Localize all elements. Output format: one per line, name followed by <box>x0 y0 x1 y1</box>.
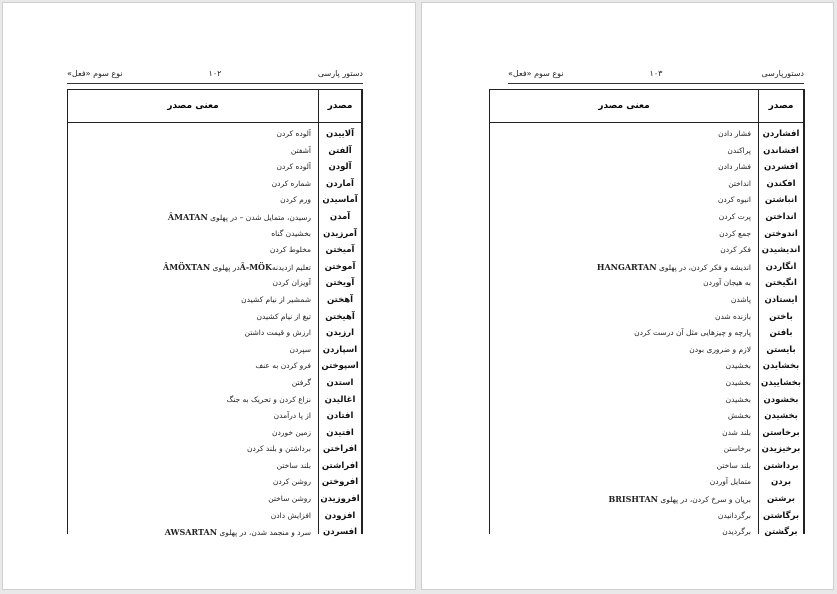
table-rows <box>490 126 803 541</box>
meaning-text: فشار دادن <box>718 162 751 172</box>
meaning-text: روشن کردن <box>272 477 311 487</box>
table-row <box>490 159 803 176</box>
meaning-text: پرت کردن <box>718 211 751 221</box>
table-row <box>490 126 803 143</box>
table-row <box>68 209 361 226</box>
header-rule <box>67 83 363 84</box>
meaning-text: ورم کردن <box>280 195 311 205</box>
meaning-text: آویزان کردن <box>272 278 311 288</box>
table-row <box>68 126 361 143</box>
meaning-text: پاشدن <box>730 294 751 304</box>
masdar-cell: بایستن <box>766 344 796 355</box>
meaning-text: رسیدن، متمایل شدن – در پهلوی <box>210 212 311 222</box>
table-row <box>68 242 361 259</box>
meaning-cell <box>70 342 311 359</box>
meaning-text: جمع کردن <box>719 228 751 238</box>
right-page <box>421 2 834 590</box>
table-row <box>68 508 361 525</box>
table-row <box>490 192 803 209</box>
latin-transliteration: ÂMATAN <box>167 211 208 222</box>
meaning-cell <box>492 441 751 458</box>
table-row <box>490 392 803 409</box>
meaning-text: سرد و منجمد شدن، در پهلوی <box>219 528 311 538</box>
page-number: ۱۰۲ <box>208 69 222 78</box>
table-row <box>68 491 361 508</box>
masdar-cell: باختن <box>769 311 793 322</box>
meaning-cell <box>492 309 751 326</box>
masdar-cell: انگاردن <box>765 261 797 272</box>
meaning-cell <box>492 458 751 475</box>
meaning-text: بخشیدن <box>725 394 751 404</box>
table-row <box>68 342 361 359</box>
table-row <box>68 192 361 209</box>
table-row <box>490 508 803 525</box>
masdar-cell: آمیختن <box>325 245 355 256</box>
masdar-cell: بخشیدن <box>764 411 798 422</box>
meaning-cell <box>492 508 751 525</box>
meaning-text: بخشیدن گناه <box>271 228 311 238</box>
masdar-cell: برگاشتن <box>762 510 800 521</box>
table-row <box>68 474 361 491</box>
meaning-cell <box>70 458 311 475</box>
table-row <box>68 325 361 342</box>
table-row <box>68 392 361 409</box>
meaning-cell <box>492 474 751 491</box>
masdar-cell: ارزیدن <box>325 328 355 339</box>
masdar-cell: آهیختن <box>325 311 355 322</box>
masdar-cell: بردن <box>770 477 792 488</box>
table-row <box>68 425 361 442</box>
table-row <box>490 292 803 309</box>
masdar-cell: آهختن <box>326 294 354 305</box>
meaning-text: تعلیم ازدیدنه <box>271 262 311 272</box>
book-title: دستور پارسی <box>317 69 363 78</box>
table-row <box>68 176 361 193</box>
table-row <box>68 441 361 458</box>
table-row <box>490 441 803 458</box>
meaning-cell <box>492 325 751 342</box>
chapter-title: نوع سوم «فعل» <box>67 69 123 78</box>
meaning-cell <box>70 524 311 542</box>
masdar-cell: آموختن <box>324 261 356 272</box>
meaning-text: فکر کردن <box>720 245 751 255</box>
meaning-text: بریان و سرخ کردن، در پهلوی <box>660 495 751 505</box>
meaning-cell <box>70 159 311 176</box>
meaning-text: زمین خوردن <box>272 427 311 437</box>
meaning-text: انبوه کردن <box>717 195 751 205</box>
table-row <box>490 358 803 375</box>
meaning-text: سپردن <box>289 344 311 354</box>
masdar-cell: انداختن <box>765 211 797 222</box>
masdar-cell: آماردن <box>326 178 354 189</box>
masdar-cell: اندیشیدن <box>761 245 801 256</box>
meaning-text: انداختن <box>728 178 751 188</box>
masdar-cell: اسپاردن <box>322 344 358 355</box>
meaning-text: به هیجان آوردن <box>703 278 751 288</box>
masdar-cell: انگیختن <box>765 278 797 289</box>
masdar-cell: افشاردن <box>762 129 800 139</box>
masdar-cell: افسردن <box>322 527 358 538</box>
meaning-column-header: معنی مصدر <box>598 101 650 111</box>
latin-transliteration: BRISHTAN <box>608 494 658 505</box>
meaning-cell <box>70 392 311 409</box>
meaning-text: ارزش و قیمت داشتن <box>244 328 311 338</box>
meaning-text: بلند ساختن <box>716 460 751 470</box>
meaning-text: فشار دادن <box>718 129 751 138</box>
meaning-text: بلند ساختن <box>276 460 311 470</box>
meaning-cell <box>70 209 311 227</box>
chapter-title: نوع سوم «فعل» <box>508 69 564 78</box>
masdar-cell: افتیدن <box>326 427 354 438</box>
meaning-cell <box>70 192 311 209</box>
meaning-cell <box>492 176 751 193</box>
meaning-cell <box>70 474 311 491</box>
meaning-text: برخاستن <box>723 444 751 454</box>
masdar-cell: آلودن <box>328 162 352 173</box>
masdar-cell: آماسیدن <box>322 195 358 206</box>
meaning-cell <box>70 226 311 243</box>
table-row <box>490 408 803 425</box>
meaning-cell <box>492 342 751 359</box>
meaning-cell <box>70 292 311 309</box>
meaning-cell <box>492 143 751 160</box>
meaning-text: افزایش دادن <box>270 510 311 520</box>
table-row <box>68 226 361 243</box>
masdar-cell: اغالیدن <box>324 394 356 405</box>
meaning-cell <box>492 292 751 309</box>
meaning-text: آلوده کردن <box>276 162 311 172</box>
meaning-text: گرفتن <box>291 377 311 387</box>
meaning-cell <box>70 259 311 277</box>
table-row <box>490 325 803 342</box>
masdar-cell: آویختن <box>325 278 355 289</box>
masdar-cell: آلفتن <box>328 145 352 156</box>
table-row <box>490 242 803 259</box>
table-row <box>490 143 803 160</box>
masdar-cell: برشتن <box>767 494 795 505</box>
meaning-text: نزاع کردن و تحریک به جنگ <box>226 394 311 404</box>
meaning-cell <box>70 408 311 425</box>
masdar-cell: اسپوختن <box>321 361 359 372</box>
left-page <box>2 2 416 590</box>
table-row <box>68 259 361 276</box>
table-row <box>68 408 361 425</box>
meaning-cell <box>492 358 751 375</box>
table-row <box>490 259 803 276</box>
masdar-cell: افتادن <box>326 411 354 422</box>
masdar-cell: برخیزیدن <box>761 444 801 455</box>
meaning-cell <box>492 375 751 392</box>
meaning-text: برداشتن و بلند کردن <box>246 444 311 454</box>
meaning-cell <box>492 226 751 243</box>
meaning-cell <box>70 176 311 193</box>
table-row <box>490 474 803 491</box>
meaning-cell <box>70 275 311 292</box>
masdar-column-header: مصدر <box>768 101 794 111</box>
masdar-cell: افروختن <box>321 477 359 488</box>
meaning-cell <box>492 209 751 226</box>
meaning-text: بخشش <box>727 411 751 421</box>
header-rule <box>508 83 804 84</box>
meaning-text: آشفتن <box>290 145 311 155</box>
masdar-cell: آمرزیدن <box>323 228 357 239</box>
meaning-cell <box>492 408 751 425</box>
masdar-column-header: مصدر <box>327 101 353 111</box>
masdar-cell: افراشتن <box>321 460 359 471</box>
table-row <box>68 375 361 392</box>
table-row <box>490 209 803 226</box>
masdar-cell: آلاییدن <box>325 129 355 139</box>
meaning-text: مخلوط کردن <box>269 245 311 255</box>
meaning-text: اندیشه و فکر کردن، در پهلوی <box>658 262 751 272</box>
verb-table <box>489 89 805 538</box>
meaning-text: بخشیدن <box>725 361 751 371</box>
table-row <box>68 275 361 292</box>
table-row <box>490 458 803 475</box>
meaning-column-header: معنی مصدر <box>167 101 219 111</box>
meaning-cell <box>492 524 751 541</box>
meaning-cell <box>492 192 751 209</box>
table-row <box>68 458 361 475</box>
latin-transliteration: Â-MÖK <box>239 261 272 272</box>
meaning-text: تیغ از نیام کشیدن <box>256 311 311 321</box>
latin-transliteration: AWSARTAN <box>164 527 218 538</box>
meaning-cell <box>70 126 311 143</box>
masdar-cell: انباشتن <box>764 195 798 206</box>
masdar-cell: افراختن <box>323 444 357 455</box>
masdar-cell: برخاستن <box>762 427 800 438</box>
masdar-cell: ایستادن <box>764 294 798 305</box>
meaning-cell <box>70 309 311 326</box>
meaning-text: پراکندن <box>727 145 751 155</box>
table-row <box>68 358 361 375</box>
meaning-text: بازنده شدن <box>714 311 751 321</box>
meaning-cell <box>70 508 311 525</box>
table-row <box>68 309 361 326</box>
table-row <box>68 159 361 176</box>
meaning-cell <box>492 491 751 509</box>
meaning-text: از پا درآمدن <box>273 411 311 421</box>
masdar-cell: بافتن <box>769 328 793 339</box>
book-title: دستورپارسی <box>761 69 804 78</box>
table-row <box>490 275 803 292</box>
verb-table <box>67 89 363 538</box>
page-number: ۱۰۳ <box>649 69 663 78</box>
masdar-cell: افکندن <box>766 178 796 189</box>
meaning-text: روشن ساختن <box>268 494 311 504</box>
meaning-text-extra: در پهلوی <box>212 262 240 272</box>
masdar-cell: بخشاییدن <box>761 377 801 388</box>
meaning-text: فرو کردن به عنف <box>255 361 311 371</box>
table-row <box>68 143 361 160</box>
masdar-cell: برگشتن <box>764 527 798 538</box>
latin-transliteration: HANGARTAN <box>596 261 657 272</box>
page-header <box>508 67 804 81</box>
table-row <box>490 176 803 193</box>
masdar-cell: اندوختن <box>764 228 798 239</box>
meaning-text: بخشیدن <box>725 377 751 387</box>
meaning-cell <box>70 425 311 442</box>
meaning-cell <box>70 491 311 508</box>
meaning-cell <box>492 159 751 176</box>
meaning-cell <box>492 126 751 143</box>
masdar-cell: آمدن <box>329 211 351 222</box>
table-row <box>490 309 803 326</box>
table-rows <box>68 126 361 541</box>
meaning-text: آلوده کردن <box>276 129 311 138</box>
table-row <box>490 342 803 359</box>
table-row <box>490 524 803 541</box>
table-row <box>490 491 803 508</box>
meaning-cell <box>492 392 751 409</box>
meaning-text: پارچه و چیزهایی مثل آن درست کردن <box>634 328 751 338</box>
meaning-cell <box>70 358 311 375</box>
meaning-cell <box>492 425 751 442</box>
masdar-cell: برداشتن <box>763 460 799 471</box>
meaning-cell <box>70 325 311 342</box>
meaning-cell <box>70 242 311 259</box>
meaning-cell <box>492 259 751 277</box>
table-row <box>68 292 361 309</box>
masdar-cell: افشاندن <box>763 145 799 156</box>
meaning-cell <box>492 275 751 292</box>
table-row <box>490 226 803 243</box>
masdar-cell: بخشودن <box>763 394 799 405</box>
meaning-cell <box>70 441 311 458</box>
meaning-text: بلند شدن <box>722 427 751 437</box>
meaning-text: برگردیدن <box>722 527 751 537</box>
table-row <box>490 375 803 392</box>
meaning-text: لازم و ضروری بودن <box>689 344 751 354</box>
masdar-cell: افزودن <box>324 510 356 521</box>
meaning-text: شمشیر از نیام کشیدن <box>241 294 311 304</box>
header-row-rule <box>68 122 361 123</box>
meaning-cell <box>70 375 311 392</box>
meaning-text: برگردانیدن <box>717 510 751 520</box>
table-row <box>490 425 803 442</box>
table-row <box>68 524 361 541</box>
masdar-cell: استدن <box>326 377 354 388</box>
meaning-cell <box>70 143 311 160</box>
masdar-cell: افشردن <box>763 162 799 173</box>
meaning-text: شماره کردن <box>271 178 311 188</box>
masdar-cell: افروزیدن <box>320 494 360 505</box>
header-row-rule <box>490 122 803 123</box>
page-header <box>67 67 363 81</box>
latin-transliteration: ÂMÖXTAN <box>163 261 211 272</box>
meaning-cell <box>492 242 751 259</box>
masdar-cell: بخشایدن <box>762 361 800 372</box>
meaning-text: متمایل آوردن <box>709 477 751 487</box>
